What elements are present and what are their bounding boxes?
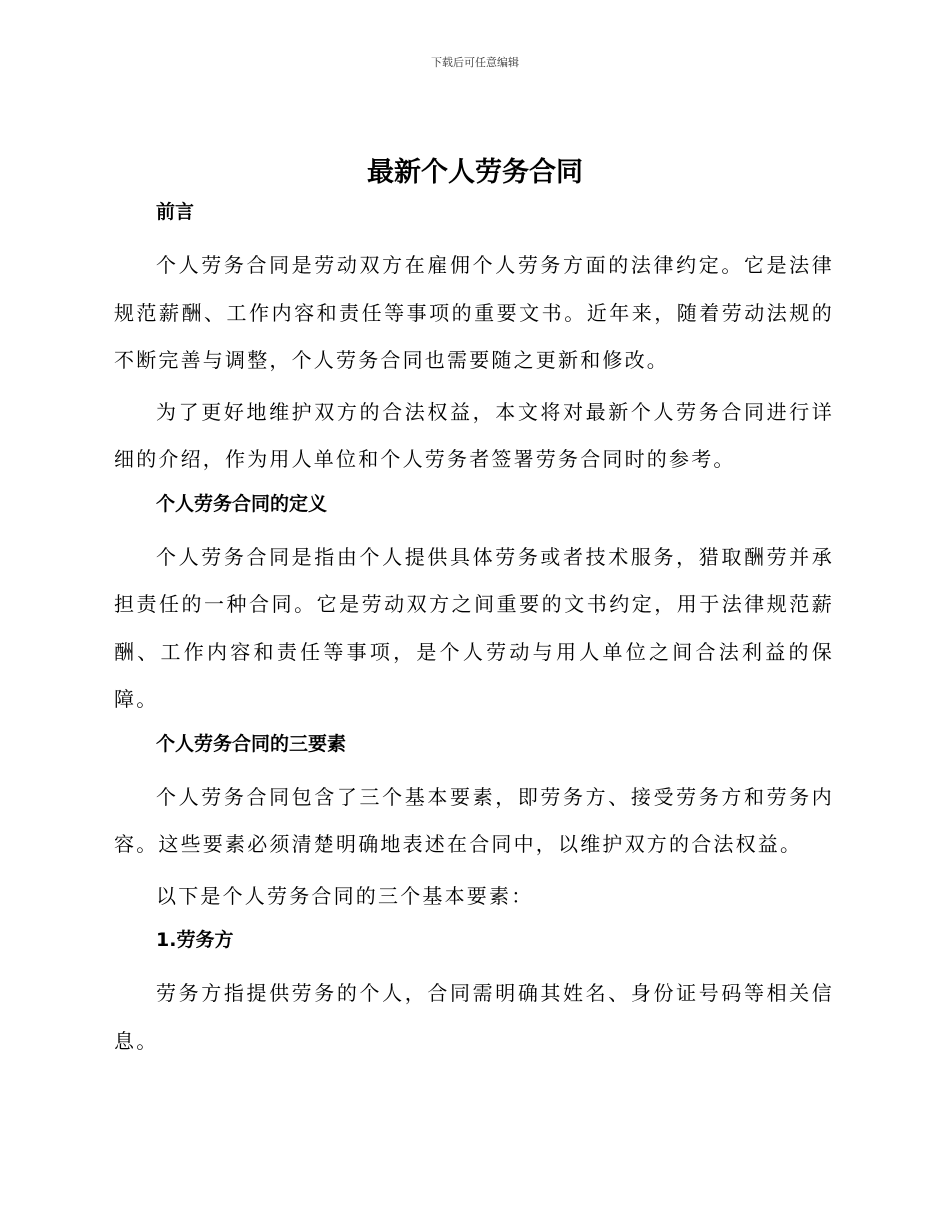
section-heading-preface: 前言 bbox=[156, 201, 195, 223]
paragraph: 劳务方指提供劳务的个人，合同需明确其姓名、身份证号码等相关信息。 bbox=[114, 981, 834, 1053]
document-body bbox=[114, 196, 834, 1069]
paragraph: 以下是个人劳务合同的三个基本要素： bbox=[156, 883, 534, 908]
paragraph: 个人劳务合同是劳动双方在雇佣个人劳务方面的法律约定。它是法律规范薪酬、工作内容和责任等事项的重要文书。近年来，随着劳动法规的不断完善与调整，个人劳务合同也需要随之更新和修改。 bbox=[114, 253, 834, 372]
paragraph: 为了更好地维护双方的合法权益，本文将对最新个人劳务合同进行详细的介绍，作为用人单位和个人劳务者签署劳务合同时的参考。 bbox=[114, 399, 834, 471]
section-heading-three-elements: 个人劳务合同的三要素 bbox=[156, 732, 347, 755]
section-heading-definition: 个人劳务合同的定义 bbox=[156, 492, 328, 515]
paragraph: 个人劳务合同包含了三个基本要素，即劳务方、接受劳务方和劳务内容。这些要素必须清楚明确地表述在合同中，以维护双方的合法权益。 bbox=[114, 784, 834, 856]
paragraph: 个人劳务合同是指由个人提供具体劳务或者技术服务，猎取酬劳并承担责任的一种合同。它是劳动双方之间重要的文书约定，用于法律规范薪酬、工作内容和责任等事项，是个人劳动与用人单位之间合法利益的保障。 bbox=[114, 544, 834, 711]
header-note: 下载后可任意编辑 bbox=[431, 56, 519, 69]
document-title: 最新个人劳务合同 bbox=[367, 157, 583, 188]
section-heading-service-provider: 1.劳务方 bbox=[156, 929, 234, 951]
